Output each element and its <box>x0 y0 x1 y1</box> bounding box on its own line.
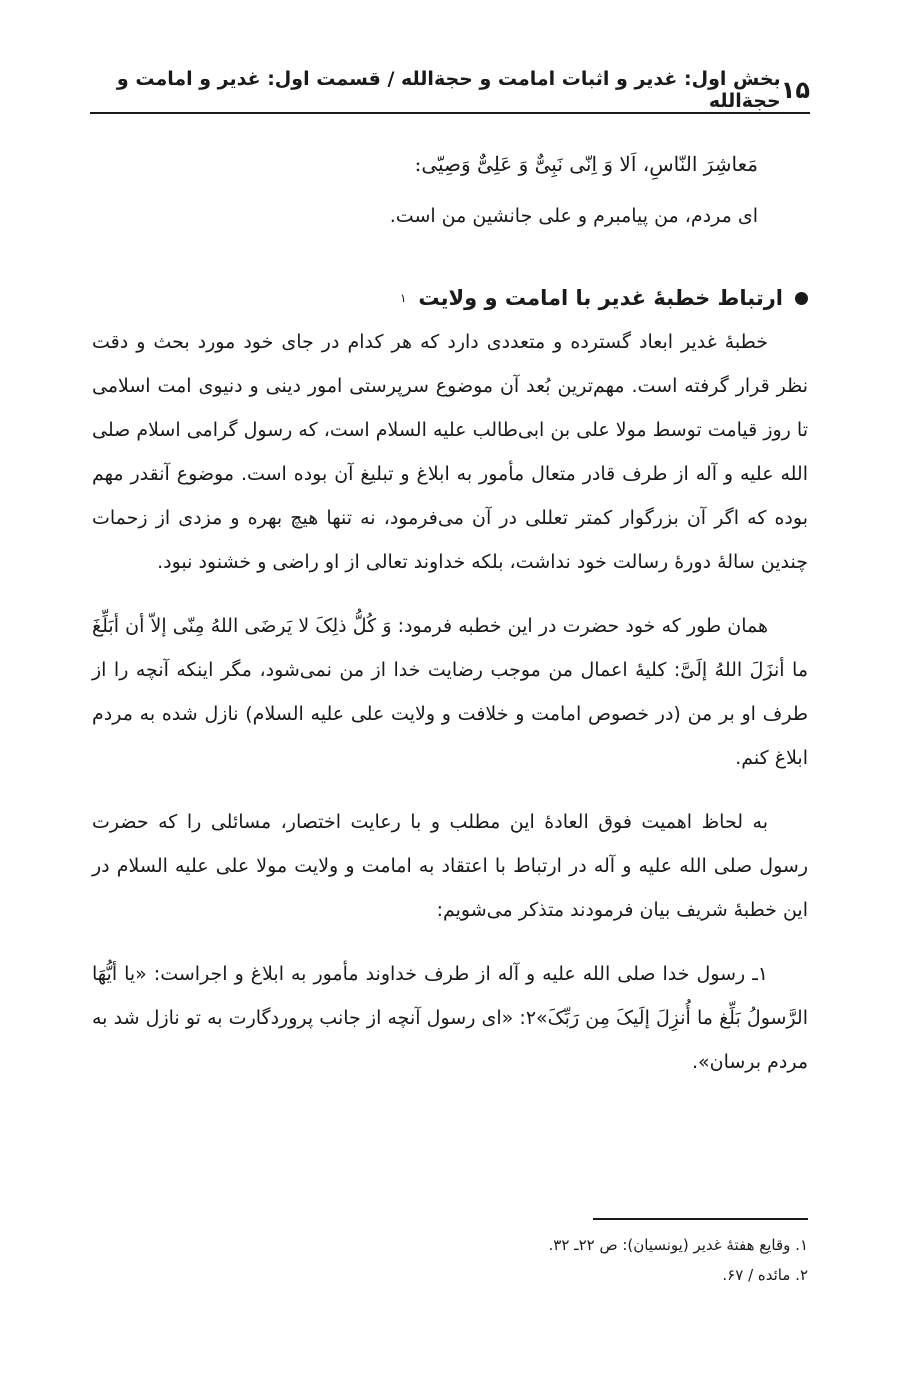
paragraph: خطبۀ غدیر ابعاد گسترده و متعددی دارد که هر کدام در جای خود مورد بحث و دقت نظر قرار گرفته است. مهم‌ترین بُعد آن موضوع سرپرستی امور دینی و دنیوی امت اسلامی تا روز قیامت توسط مولا علی بن ابی‌طالب علیه السلام است، که رسول گرامی اسلام صلی الله علیه و آله از طرف قادر متعال مأمور به ابلاغ و تبلیغ آن بوده است. موضوع آنقدر مهم بوده که اگر آن بزرگوار کمتر تعللی در آن می‌فرمود، نه تنها هیچ بهره و مزدی از زحمات چندین سالۀ دورۀ رسالت خود نداشت، بلکه خداوند تعالی از او راضی و خشنود نبود. <box>92 331 808 573</box>
paragraph: همان طور که خود حضرت در این خطبه فرمود: وَ کُلُّ ذلِکَ لا یَرضَی اللهُ مِنّی إلاّ أن أبَلِّغَ ما أنزَلَ اللهُ إلَیَّ: کلیۀ اعمال من موجب رضایت خدا از من نمی‌شود، مگر اینکه آنچه را از طرف او بر من (در خصوص امامت و خلافت و ولایت علی علیه السلام) نازل شده به مردم ابلاغ کنم. <box>92 615 808 769</box>
section-heading <box>92 276 808 320</box>
footnote: ۱. وقایع هفتۀ غدیر (یونسیان): ص ۲۲ـ ۳۲. <box>548 1236 808 1254</box>
paragraph: ۱ـ رسول خدا صلی الله علیه و آله از طرف خداوند مأمور به ابلاغ و اجراست: «یا أیُّهَا الرَّسولُ بَلِّغ ما أُنزِلَ إلَیکَ مِن رَبِّکَ»۲: «ای رسول آنچه از جانب پروردگارت به تو نازل شد به مردم برسان». <box>92 963 808 1073</box>
footnote-divider <box>593 1218 808 1220</box>
verse-translation: ای مردم، من پیامبرم و علی جانشین من است. <box>389 205 758 227</box>
header-title: بخش اول: غدیر و اثبات امامت و حجةالله / قسمت اول: غدیر و امامت و حجةالله <box>116 68 781 112</box>
footnotes <box>88 1218 808 1290</box>
page-body <box>92 136 808 1084</box>
running-header <box>90 68 810 114</box>
paragraph: به لحاظ اهمیت فوق العادۀ این مطلب و با رعایت اختصار، مسائلی را که حضرت رسول صلی الله علیه و آله در ارتباط با اعتقاد به امامت و ولایت مولا علی علیه السلام در این خطبۀ شریف بیان فرمودند متذکر می‌شویم: <box>92 811 808 921</box>
footnote-mark: ۱ <box>399 291 407 305</box>
page-number: ۱۵ <box>780 76 810 104</box>
arabic-verse: مَعاشِرَ النّاسِ، اَلا وَ اِنّی نَبِیٌّ وَ عَلِیٌّ وَصِیّی: <box>414 152 758 176</box>
section-title: ارتباط خطبۀ غدیر با امامت و ولایت <box>418 286 783 310</box>
bullet-icon <box>795 292 808 305</box>
footnote: ۲. مائده / ۶۷. <box>722 1266 808 1284</box>
